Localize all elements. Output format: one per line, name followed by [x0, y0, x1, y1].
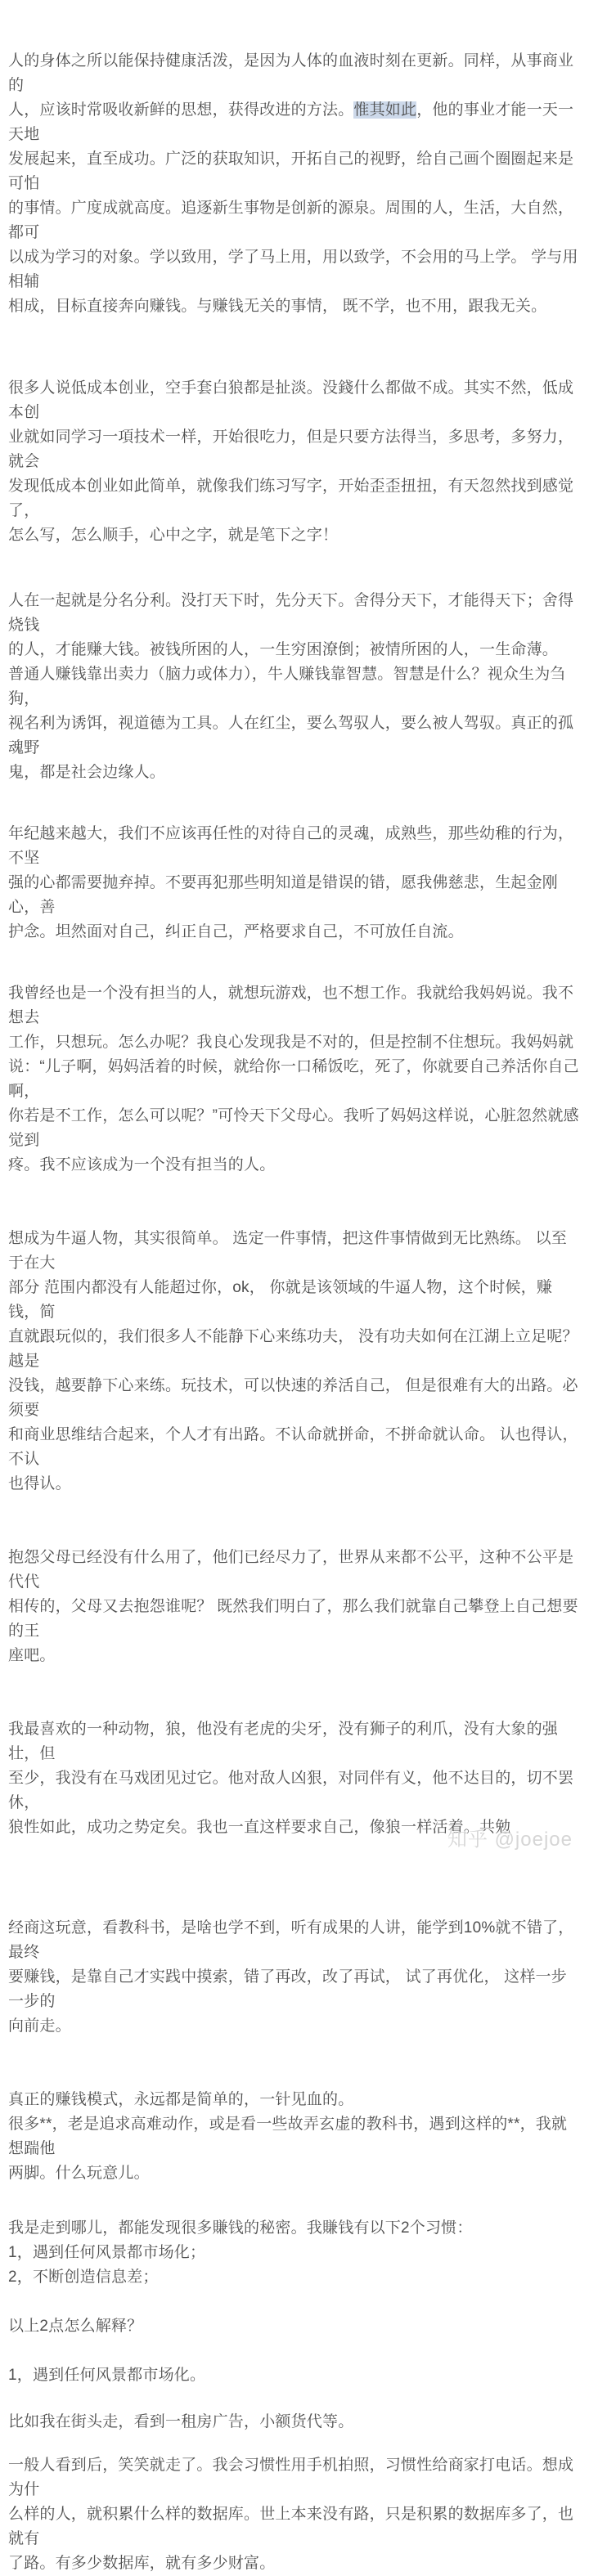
text-segment: 你若是不工作，怎么可以呢？”可怜天下父母心。我听了妈妈这样说，心脏忽然就感觉到 [8, 1107, 579, 1149]
paragraph [8, 2363, 581, 2388]
text-segment: 的人，才能赚大钱。被钱所困的人，一生穷困潦倒；被情所困的人，一生命薄。 [8, 641, 559, 658]
text-segment: 业就如同学习一項技术一样，开始很吃力，但是只要方法得当，多思考，多努力，就会 [8, 429, 574, 470]
text-segment: 狼性如此，成功之势定矣。我也一直这样要求自己，像狼一样活着。共勉 [8, 1819, 511, 1836]
text-segment: 我最喜欢的一种动物，狼，他没有老虎的尖牙，没有狮子的利爪，没有大象的强壮，但 [8, 1721, 559, 1762]
paragraph [8, 2314, 581, 2339]
highlighted-text: 惟其如此 [353, 101, 417, 119]
text-segment: 经商这玩意，看教科书，是啥也学不到，听有成果的人讲，能学到10%就不错了， 最终 [8, 1919, 574, 1961]
text-segment: 的事情。广度成就高度。追逐新生事物是创新的源泉。周围的人，生活，大自然，都可 [8, 200, 574, 241]
paragraph [8, 1227, 581, 1497]
paragraph [8, 2453, 581, 2576]
text-segment: 2，不断创造信息差； [8, 2269, 159, 2286]
text-segment: 直就跟玩似的，我们很多人不能静下心来练功夫， 没有功夫如何在江湖上立足呢？越是 [8, 1328, 578, 1370]
text-segment: 相成，目标直接奔向赚钱。与赚钱无关的事情， 既不学，也不用，跟我无关。 [8, 298, 547, 315]
paragraph [8, 822, 581, 945]
text-segment: 两脚。什么玩意儿。 [8, 2165, 150, 2182]
text-segment: 普通人赚钱靠出卖力（脑力或体力），牛人赚钱靠智慧。智慧是什么？视众生为刍狗， [8, 666, 566, 707]
text-segment: 1，遇到任何风景都市场化。 [8, 2367, 206, 2384]
text-segment: 我是走到哪儿，都能发现很多賺钱的秘密。我賺钱有以下2个习惯： [8, 2219, 473, 2237]
text-segment: 发现低成本创业如此简单，就像我们练习写字，开始歪歪扭扭，有天忽然找到感觉了， [8, 478, 574, 519]
text-segment: 了路。有多少数据库，就有多少财富。 [8, 2555, 276, 2572]
paragraph [8, 981, 581, 1178]
text-segment: 么样的人，就积累什么样的数据库。世上本来没有路，只是积累的数据库多了，也就有 [8, 2506, 574, 2547]
text-segment: ，他的事业才能一天一天地 [8, 101, 574, 143]
text-segment: 年纪越来越大，我们不应该再任性的对待自己的灵魂，成熟些，那些幼稚的行为，不坚 [8, 825, 574, 867]
paragraph [8, 2410, 581, 2435]
text-segment: 想成为牛逼人物，其实很简单。 选定一件事情，把这件事情做到无比熟练。 以至于在大 [8, 1230, 567, 1272]
paragraph [8, 2088, 581, 2186]
text-segment: 至少，我没有在马戏团见过它。他对敌人凶狠，对同伴有义，他不达目的，切不罢休， [8, 1770, 574, 1811]
paragraph [8, 1546, 581, 1668]
text-segment: 比如我在街头走，看到一租房广告，小额货代等。 [8, 2413, 354, 2430]
text-segment: 相传的，父母又去抱怨谁呢？ 既然我们明白了，那么我们就靠自己攀登上自己想要的王 [8, 1598, 578, 1640]
text-segment: 我曾经也是一个没有担当的人，就想玩游戏，也不想工作。我就给我妈妈说。我不想去 [8, 985, 574, 1026]
text-segment: 很多**，老是追求高难动作，或是看一些故弄玄虚的教科书，遇到这样的**，我就想踹他 [8, 2116, 568, 2157]
paragraph [8, 49, 581, 319]
text-segment: 1，遇到任何风景都市场化； [8, 2244, 206, 2261]
text-segment: 人，应该时常吸收新鲜的思想，获得改进的方法。 [8, 101, 354, 119]
paragraph [8, 1717, 581, 1840]
text-segment: 疼。我不应该成为一个没有担当的人。 [8, 1156, 276, 1174]
text-segment: 真正的赚钱模式，永远都是简单的，一针见血的。 [8, 2091, 354, 2108]
text-segment: 很多人说低成本创业，空手套白狼都是扯淡。没錢什么都做不成。其实不然，低成本创 [8, 379, 574, 421]
text-segment: 一般人看到后，笑笑就走了。我会习惯性用手机拍照，习惯性给商家打电话。想成为什 [8, 2457, 574, 2498]
text-segment: 怎么写，怎么顺手，心中之字，就是笔下之字！ [8, 527, 339, 544]
text-segment: 向前走。 [8, 2017, 71, 2035]
text-segment: 要赚钱，是靠自己才实践中摸索，错了再改，改了再试， 试了再优化， 这样一步一步的 [8, 1968, 567, 2010]
paragraph [8, 2216, 581, 2290]
paragraph [8, 1916, 581, 2039]
text-segment: 视名利为诱饵，视道德为工具。人在红尘，要么驾驭人，要么被人驾驭。真正的孤魂野 [8, 715, 574, 756]
text-segment: 强的心都需要抛弃掉。不要再犯那些明知道是错误的错，愿我佛慈悲，生起金刚心，善 [8, 874, 559, 916]
text-segment: 发展起来，直至成功。广泛的获取知识，开拓自己的视野，给自己画个圈圈起来是可怕 [8, 150, 574, 192]
text-segment: 人在一起就是分名分利。没打天下时，先分天下。舍得分天下，才能得天下；舍得烧钱 [8, 592, 574, 634]
text-segment: 以上2点怎么解释？ [8, 2318, 143, 2335]
text-segment: 以成为学习的对象。学以致用，学了马上用，用以致学，不会用的马上学。 学与用相辅 [8, 249, 578, 290]
paragraph [8, 589, 581, 785]
text-segment: 也得认。 [8, 1475, 71, 1492]
zhihu-watermark: 知乎 @joejoe [447, 1829, 573, 1851]
text-segment: 人的身体之所以能保持健康活泼，是因为人体的血液时刻在更新。同样，从事商业的 [8, 52, 574, 94]
text-segment: 没钱，越要静下心来练。玩技术，可以快速的养活自己， 但是很难有大的出路。必须要 [8, 1377, 578, 1419]
text-segment: 座吧。 [8, 1647, 56, 1664]
text-segment: 工作，只想玩。怎么办呢？我良心发现我是不对的，但是控制不住想玩。我妈妈就 [8, 1034, 574, 1051]
text-segment: 部分 范围内都没有人能超过你，ok， 你就是该领域的牛逼人物，这个时候，赚钱，简 [8, 1279, 553, 1321]
paragraph [8, 376, 581, 548]
text-segment: 鬼，都是社会边缘人。 [8, 764, 166, 781]
text-segment: 说：“儿子啊，妈妈活着的时候，就给你一口稀饭吃，死了，你就要自己养活你自己啊， [8, 1058, 579, 1100]
text-segment: 和商业思维结合起来，个人才有出路。不认命就拼命，不拼命就认命。 认也得认，不认 [8, 1426, 578, 1468]
text-segment: 抱怨父母已经没有什么用了，他们已经尽力了，世界从来都不公平，这种不公平是代代 [8, 1549, 574, 1591]
text-segment: 护念。坦然面对自己，纠正自己，严格要求自己，不可放任自流。 [8, 923, 464, 940]
